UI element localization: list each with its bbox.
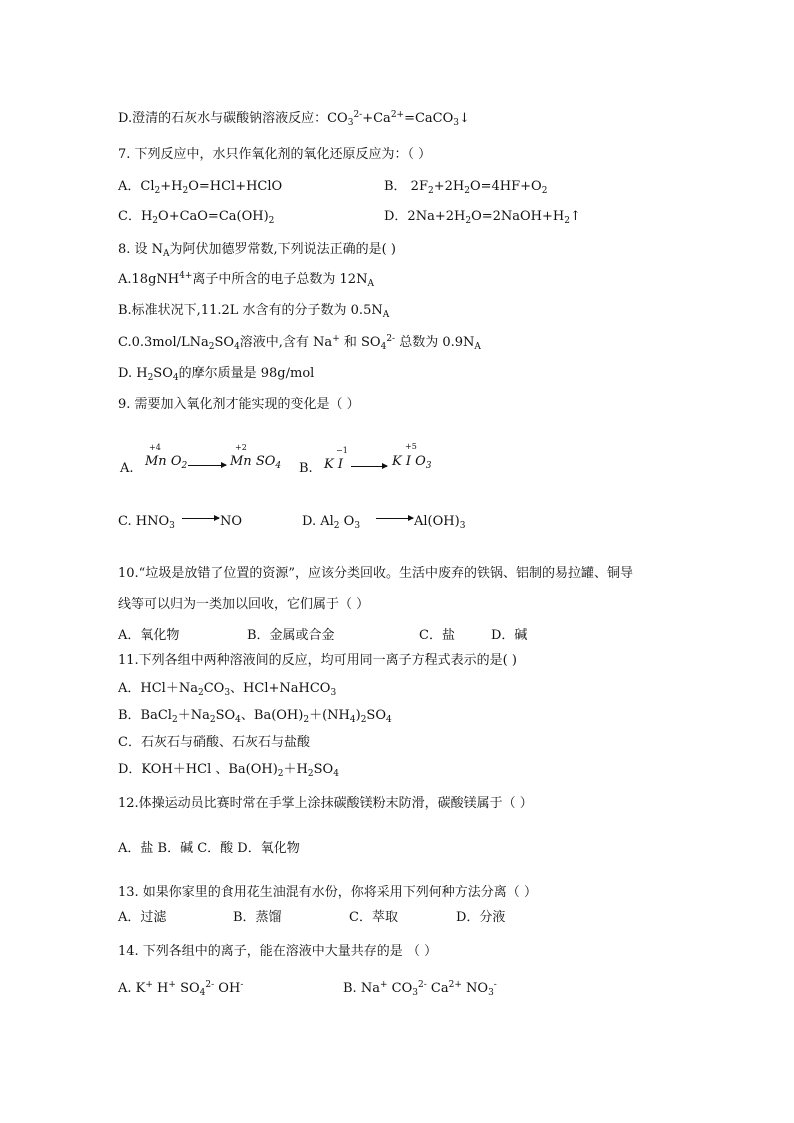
q10-line-1: 10.“垃圾是放错了位置的资源”，应该分类回收。生活中废弃的铁锅、铝制的易拉罐、铜导 — [118, 566, 633, 581]
q8-option-d: D. $H_2SO_4$的摩尔质量是 98g/mol — [118, 366, 315, 383]
q9-a-left-oxidation: +4 — [149, 443, 161, 452]
q14-option-b: B. Na+ $CO_3^{2-}$ $Ca^{2+}$ $NO_3^-$ — [343, 980, 497, 998]
q10-option-d: D．碱 — [491, 628, 528, 643]
q9-b-left-oxidation: −1 — [336, 446, 348, 455]
q9-option-b-label: B. — [299, 461, 313, 476]
q11-stem: 11.下列各组中两种溶液间的反应，均可用同一离子方程式表示的是( ) — [118, 653, 517, 668]
q8-stem: 8. 设 $N_A$为阿伏加德罗常数,下列说法正确的是( ) — [118, 242, 396, 259]
q13-option-c: C．萃取 — [349, 910, 398, 925]
q9-c-arrow — [182, 518, 219, 519]
q8-option-b: B.标准状况下,11.2L 水含有的分子数为 $0.5N_A$ — [118, 303, 390, 320]
q9-a-right-formula: Mn $SO_4$ — [230, 454, 282, 471]
q9-b-arrow — [351, 466, 387, 467]
q9-a-right-oxidation: +2 — [235, 443, 247, 452]
q9-b-left-formula: K I — [324, 457, 343, 472]
q10-option-c: C．盐 — [419, 628, 455, 643]
q7-option-a: A．$Cl_2+H_2O=HCl+HClO$ — [118, 179, 283, 196]
q13-option-d: D．分液 — [456, 910, 506, 925]
q9-b-right-formula: K I $O_3$ — [392, 454, 432, 471]
q9-b-right-oxidation: +5 — [405, 442, 417, 451]
q9-option-c: C. $HNO_3$ — [118, 514, 175, 531]
q9-option-a-label: A. — [120, 461, 134, 476]
q9-c-product: NO — [220, 514, 243, 529]
q7-stem: 7. 下列反应中，水只作氧化剂的氧化还原反应为：（ ） — [118, 147, 432, 162]
q9-d-arrow — [376, 518, 413, 519]
q9-option-d: D. $Al_2$ $O_3$ — [302, 514, 361, 531]
q12-options: A．盐 B．碱 C．酸 D．氧化物 — [118, 841, 300, 856]
q10-option-b: B．金属或合金 — [247, 628, 335, 643]
q14-stem: 14. 下列各组中的离子，能在溶液中大量共存的是 （ ） — [118, 944, 438, 959]
q10-option-a: A．氧化物 — [118, 628, 180, 643]
q8-option-c: $C.0.3mol/LNa_2SO_4$溶液中,含有 Na+ 和 $SO_4^{2-}$ 总数为 $0.9N_A$ — [118, 334, 481, 352]
q7-option-b: B． $2F_2+2H_2O=4HF+O_2$ — [384, 179, 548, 196]
q9-d-product: $Al(OH)_3$ — [414, 514, 466, 531]
q13-option-b: B．蒸馏 — [233, 910, 282, 925]
q8-option-a: A.18gNH$^{4+}$离子中所含的电子总数为 $12N_A$ — [118, 271, 374, 289]
q14-option-a: A. K+ H+ $SO_4^{2-}$ OH- — [118, 980, 244, 998]
q9-stem: 9. 需要加入氧化剂才能实现的变化是（ ） — [118, 397, 360, 412]
q11-option-c: C．石灰石与硝酸、石灰石与盐酸 — [118, 735, 310, 750]
q9-a-left-formula: Mn $O_2$ — [145, 454, 188, 471]
q11-option-b: B．$BaCl_2+Na_2SO_4$、$Ba(OH)_2+(NH_4)_2SO_4$ — [118, 708, 392, 725]
q13-stem: 13. 如果你家里的食用花生油混有水份，你将采用下列何种方法分离（ ） — [118, 885, 537, 900]
q10-line-2: 线等可以归为一类加以回收，它们属于（ ） — [118, 597, 370, 612]
q7-option-c: C．$H_2O+CaO=Ca(OH)_2$ — [118, 209, 275, 226]
q11-option-a: A．$HCl+Na_2CO_3$、HCl+NaHCO$_3$ — [118, 681, 337, 698]
q11-option-d: D．KOH＋HCl 、$Ba(OH)_2+H_2SO_4$ — [118, 762, 339, 779]
q13-option-a: A．过滤 — [118, 910, 167, 925]
prev-option-d: D.澄清的石灰水与碳酸钠溶液反应：$CO_3^{2-}+Ca^{2+}=CaCO_3↓$ — [118, 110, 470, 128]
q7-option-d: D．$2Na+2H_2O=2NaOH+H_2↑$ — [384, 209, 581, 226]
q12-stem: 12.体操运动员比赛时常在手掌上涂抹碳酸镁粉末防滑，碳酸镁属于（ ） — [118, 796, 533, 811]
q9-a-arrow — [188, 465, 226, 466]
